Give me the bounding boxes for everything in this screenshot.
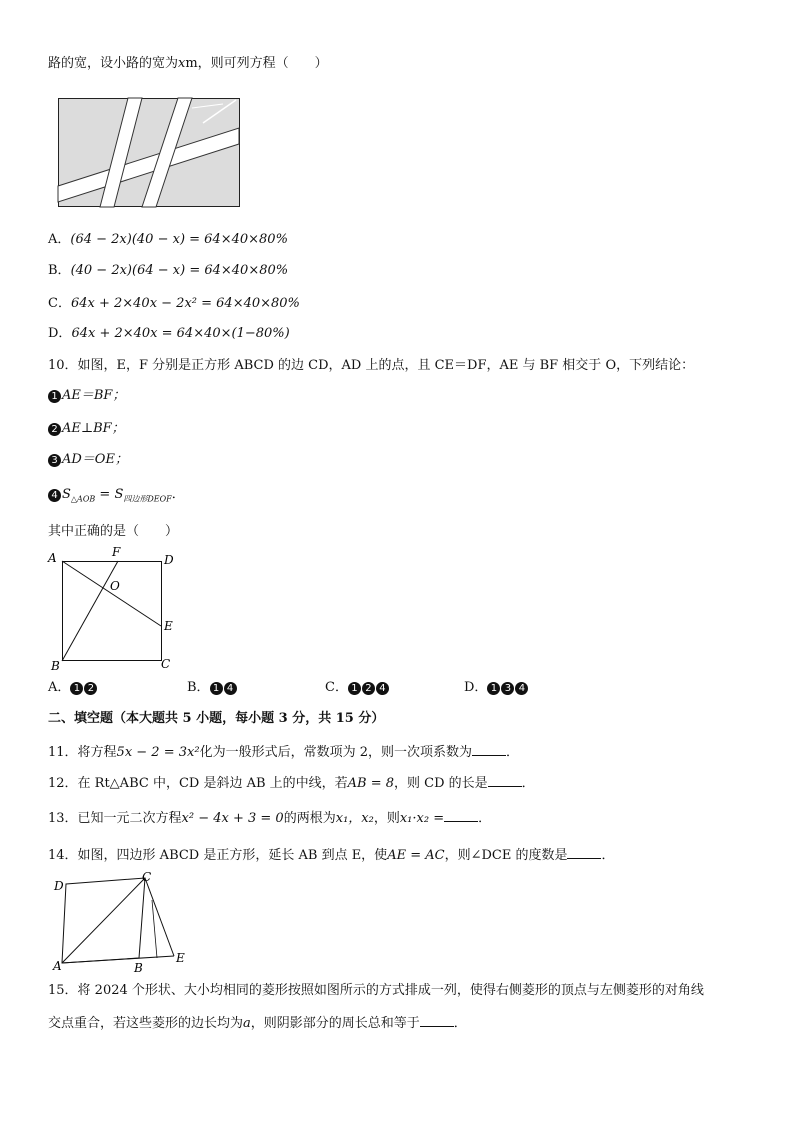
q14-answer-blank[interactable] bbox=[567, 846, 601, 859]
q14-label-d: D bbox=[54, 879, 64, 893]
q10-stem: 10．如图，E，F 分别是正方形 ABCD 的边 CD，AD 上的点，且 CE＝DF，AE 与 BF 相交于 O，下列结论： bbox=[48, 358, 695, 373]
q10-claim-1: 1 AE＝BF； bbox=[48, 387, 125, 405]
q10-claim-2: 2 AE⊥BF； bbox=[48, 420, 125, 438]
q10-label-e: E bbox=[164, 619, 173, 633]
q11: 11．将方程5x − 2 = 3x²化为一般形式后，常数项为 2，则一次项系数为 ． bbox=[48, 745, 519, 760]
q10-option-d[interactable]: D． 1 3 4 bbox=[464, 679, 529, 697]
q10-label-o: O bbox=[110, 579, 120, 593]
q10-label-d: D bbox=[164, 553, 174, 567]
q13-answer-blank[interactable] bbox=[444, 809, 478, 822]
q10-option-a[interactable]: A． 1 2 bbox=[48, 679, 98, 697]
q9-field-figure bbox=[58, 98, 240, 208]
q11-answer-blank[interactable] bbox=[472, 743, 506, 756]
q12: 12．在 Rt△ABC 中，CD 是斜边 AB 上的中线，若AB = 8，则 CD 的长是 ． bbox=[48, 776, 535, 791]
q15-line-1: 15．将 2024 个形状、大小均相同的菱形按照如图所示的方式排成一列，使得右侧菱形的顶点与左侧菱形的对角线 bbox=[48, 983, 704, 998]
q10-label-b: B bbox=[51, 659, 60, 673]
q10-option-b[interactable]: B． 1 4 bbox=[187, 679, 238, 697]
q15-answer-blank[interactable] bbox=[420, 1014, 454, 1027]
q14-label-e: E bbox=[176, 951, 185, 965]
q10-label-f: F bbox=[112, 545, 121, 559]
q14: 14．如图，四边形 ABCD 是正方形，延长 AB 到点 E，使AE = AC，则∠DCE 的度数是 ． bbox=[48, 848, 615, 863]
section-2-title: 二、填空题（本大题共 5 小题，每小题 3 分，共 15 分） bbox=[48, 711, 385, 726]
q10-claim-3: 3 AD＝OE； bbox=[48, 451, 128, 469]
q10-square-figure bbox=[46, 546, 186, 676]
q14-square-figure bbox=[52, 870, 202, 975]
q9-option-a[interactable]: A．(64 − 2x)(40 − x) = 64×40×80% bbox=[48, 232, 288, 247]
q10-label-c: C bbox=[161, 657, 171, 671]
q9-intro: 路的宽，设小路的宽为xm，则可列方程（ ） bbox=[48, 56, 328, 71]
q14-label-c: C bbox=[142, 870, 152, 884]
q9-option-b[interactable]: B．(40 − 2x)(64 − x) = 64×40×80% bbox=[48, 263, 289, 278]
q12-answer-blank[interactable] bbox=[488, 774, 522, 787]
q9-option-c[interactable]: C．64x + 2×40x − 2x² = 64×40×80% bbox=[48, 296, 300, 311]
q14-label-a: A bbox=[53, 959, 62, 973]
q10-label-a: A bbox=[48, 551, 57, 565]
q13: 13．已知一元二次方程x² − 4x + 3 = 0的两根为x₁，x₂，则x₁·x₂ = ． bbox=[48, 811, 492, 826]
q9-option-d[interactable]: D．64x + 2×40x = 64×40×(1−80%) bbox=[48, 326, 290, 341]
q10-claim-4: 4 $S_{\triangle AOB} = S_{四边形DEOF}$． bbox=[48, 486, 185, 509]
q14-label-b: B bbox=[134, 961, 143, 975]
q10-option-c[interactable]: C． 1 2 4 bbox=[325, 679, 390, 697]
q10-ask: 其中正确的是（ ） bbox=[48, 524, 179, 539]
q15-line-2: 交点重合，若这些菱形的边长均为a，则阴影部分的周长总和等于 ． bbox=[48, 1016, 467, 1031]
